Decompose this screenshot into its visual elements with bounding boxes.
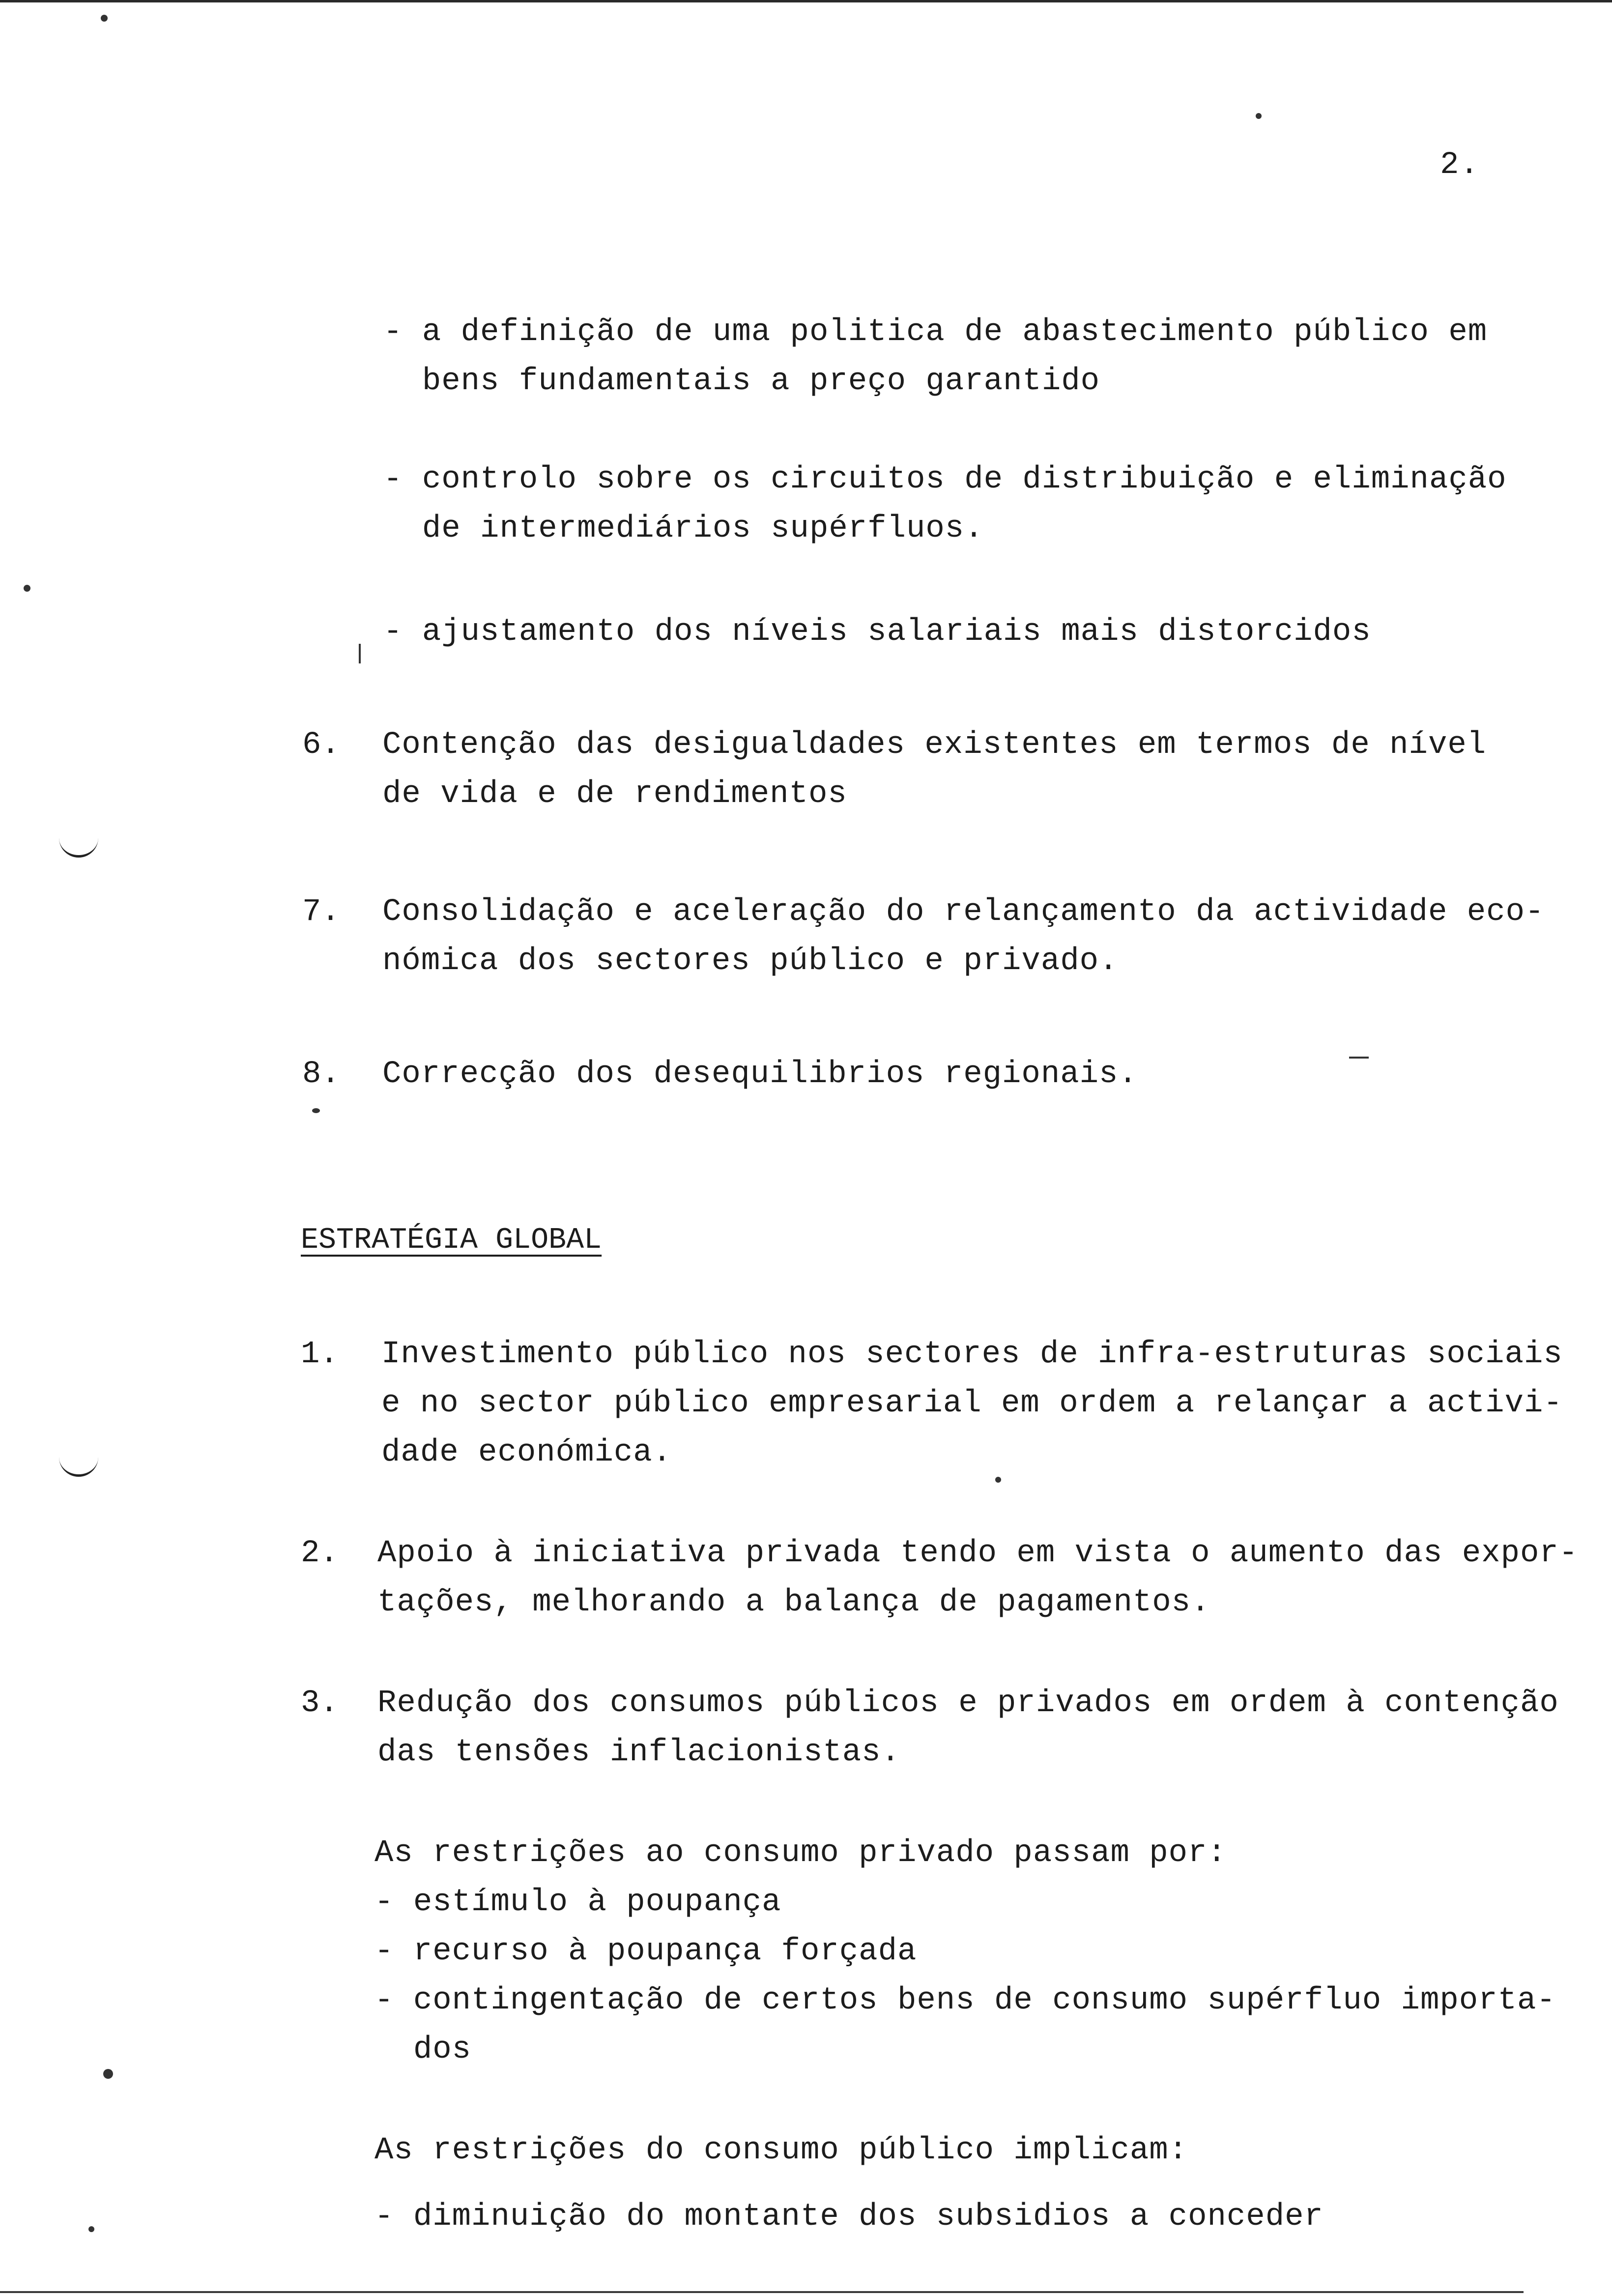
restriction-item: - estímulo à poupança [374,1885,781,1920]
scan-mark [59,1455,98,1477]
bullet-line: - a definição de uma politica de abastecimento público em [383,315,1488,350]
page-number: 2. [1440,147,1480,183]
objective-line: Contenção das desigualdades existentes em termos de nível [382,727,1487,763]
restriction-item: - diminuição do montante dos subsidios a conceder [374,2199,1324,2235]
section-heading: ESTRATÉGIA GLOBAL [301,1224,602,1257]
strategy-line: dade económica. [381,1435,672,1470]
objective-line: Consolidação e aceleração do relançamento da actividade eco- [382,894,1545,930]
scan-speck [1256,113,1262,119]
strategy-line: Redução dos consumos públicos e privados em ordem à contenção [377,1686,1559,1721]
objective-line: de vida e de rendimentos [382,776,847,812]
strategy-number: 1. [301,1337,339,1372]
page-top-edge [0,0,1612,2]
restrictions-intro: As restrições ao consumo privado passam por: [374,1836,1227,1871]
bullet-line: - ajustamento dos níveis salariais mais distorcidos [383,614,1371,650]
objective-number: 8. [302,1057,340,1092]
scan-speck [101,15,108,22]
scan-speck [24,585,30,592]
bullet-line: bens fundamentais a preço garantido [383,364,1100,399]
objective-number: 7. [302,894,340,930]
bullet-line: - controlo sobre os circuitos de distribuição e eliminação [383,462,1507,497]
restriction-item: - contingentação de certos bens de consumo supérfluo importa- [374,1983,1556,2018]
strategy-number: 2. [301,1536,339,1571]
restriction-item: dos [374,2032,472,2067]
restrictions-intro: As restrições do consumo público implicam: [374,2133,1188,2168]
strategy-line: e no sector público empresarial em ordem a relançar a activi- [381,1386,1563,1421]
scan-speck [312,1108,320,1113]
scan-mark [1349,1057,1369,1059]
scan-speck [103,2069,113,2079]
scan-mark [59,835,98,858]
objective-line: Correcção dos desequilibrios regionais. [382,1057,1138,1092]
strategy-line: tações, melhorando a balança de pagamentos. [377,1585,1210,1620]
scan-mark [359,644,361,663]
objective-number: 6. [302,727,340,763]
bullet-line: de intermediários supérfluos. [383,511,984,546]
strategy-line: Investimento público nos sectores de infra-estruturas sociais [381,1337,1563,1372]
restriction-item: - recurso à poupança forçada [374,1934,917,1969]
strategy-number: 3. [301,1686,339,1721]
scan-speck [88,2226,94,2232]
scan-speck [995,1477,1001,1483]
strategy-line: Apoio à iniciativa privada tendo em vista o aumento das expor- [377,1536,1579,1571]
strategy-line: das tensões inflacionistas. [377,1735,900,1770]
objective-line: nómica dos sectores público e privado. [382,944,1119,979]
page-bottom-edge [0,2291,1524,2293]
